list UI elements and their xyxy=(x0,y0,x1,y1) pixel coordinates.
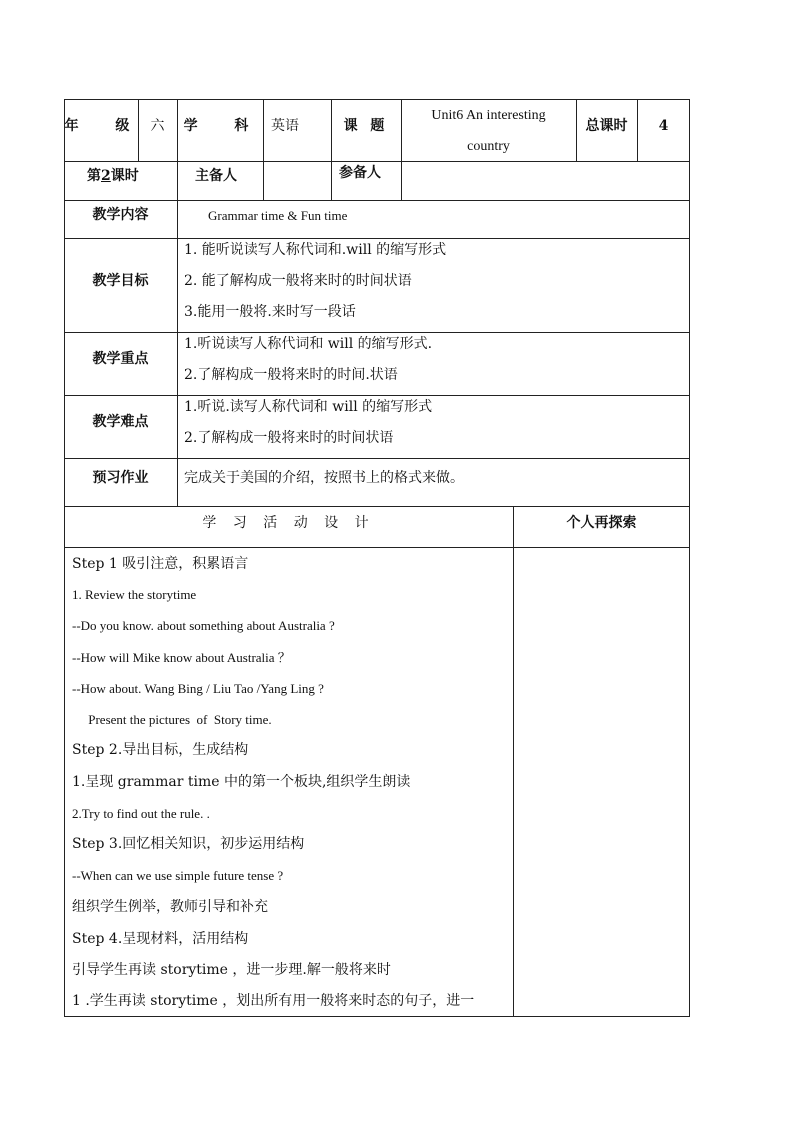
row-divider xyxy=(64,506,690,507)
difficulty-item: 1.听说.读写人称代词和 will 的缩写形式 xyxy=(184,399,433,415)
objective-item: 3.能用一般将.来时写一段话 xyxy=(184,304,356,320)
col-divider xyxy=(177,99,178,506)
activity-line: --How will Mike know about Australia ？ xyxy=(72,650,291,665)
subject-label: 学 科 xyxy=(183,118,265,134)
activity-line: --When can we use simple future tense ? xyxy=(72,868,284,883)
topic-value-line1: Unit6 An interesting xyxy=(431,108,546,123)
preview-value: 完成关于美国的介绍，按照书上的格式来做。 xyxy=(184,470,464,486)
activity-line: 2.Try to find out the rule. . xyxy=(72,806,210,821)
row-divider xyxy=(64,458,690,459)
activity-line: Step 4.呈现材料，活用结构 xyxy=(72,931,249,947)
content-value: Grammar time & Fun time xyxy=(208,208,348,223)
participant-label: 参备人 xyxy=(339,165,381,181)
topic-value-line2: country xyxy=(467,139,510,154)
key-point-item: 2.了解构成一般将来时的时间.状语 xyxy=(184,367,398,383)
row-divider xyxy=(64,238,690,239)
activity-line: Present the pictures of Story time. xyxy=(72,712,272,727)
topic-label: 课 题 xyxy=(343,118,389,134)
preparer-label: 主备人 xyxy=(195,168,237,184)
row-divider xyxy=(64,332,690,333)
activity-line: Step 1 吸引注意，积累语言 xyxy=(72,556,249,572)
row-divider xyxy=(64,161,690,162)
col-divider xyxy=(263,99,264,200)
key-points-label: 教学重点 xyxy=(92,351,149,367)
subject-value: 英语 xyxy=(271,118,299,134)
activity-line: 1.呈现 grammar time 中的第一个板块,组织学生朗读 xyxy=(72,774,411,790)
grade-label: 年 级 xyxy=(64,118,146,134)
total-lessons-value: 4 xyxy=(658,118,669,134)
grade-value: 六 xyxy=(150,118,165,134)
row-divider xyxy=(64,395,690,396)
activity-line: Step 3.回忆相关知识，初步运用结构 xyxy=(72,836,305,852)
activity-design-header: 学 习 活 动 设 计 xyxy=(202,515,375,531)
lesson-suffix: 课时 xyxy=(110,168,139,184)
difficulty-item: 2.了解构成一般将来时的时间状语 xyxy=(184,430,394,446)
key-point-item: 1.听说读写人称代词和 will 的缩写形式. xyxy=(184,336,433,352)
activity-line: 引导学生再读 storytime ，进一步理.解一般将来时 xyxy=(72,962,391,978)
activity-line: 1 .学生再读 storytime ，划出所有用一般将来时态的句子，进一 xyxy=(72,993,475,1009)
activity-line: 1. Review the storytime xyxy=(72,587,197,602)
lesson-number-cell xyxy=(87,166,139,186)
objectives-label: 教学目标 xyxy=(92,273,149,289)
activity-line: 组织学生例举，教师引导和补充 xyxy=(72,899,268,915)
col-divider xyxy=(513,506,514,1017)
objective-item: 1. 能听说读写人称代词和.will 的缩写形式 xyxy=(184,242,447,258)
content-label: 教学内容 xyxy=(92,207,149,223)
col-divider xyxy=(331,99,332,200)
lesson-prefix: 第 xyxy=(87,168,101,184)
activity-line: --How about. Wang Bing / Liu Tao /Yang Ling ? xyxy=(72,681,324,696)
difficulties-label: 教学难点 xyxy=(92,414,149,430)
row-divider xyxy=(64,547,690,548)
activity-line: --Do you know. about something about Australia ? xyxy=(72,618,335,633)
total-lessons-label: 总课时 xyxy=(585,118,628,134)
lesson-number: 2 xyxy=(101,168,111,184)
row-divider xyxy=(64,200,690,201)
personal-exploration-header: 个人再探索 xyxy=(566,515,637,531)
activity-line: Step 2.导出目标，生成结构 xyxy=(72,742,249,758)
preview-label: 预习作业 xyxy=(92,470,149,486)
objective-item: 2. 能了解构成一般将来时的时间状语 xyxy=(184,273,412,289)
